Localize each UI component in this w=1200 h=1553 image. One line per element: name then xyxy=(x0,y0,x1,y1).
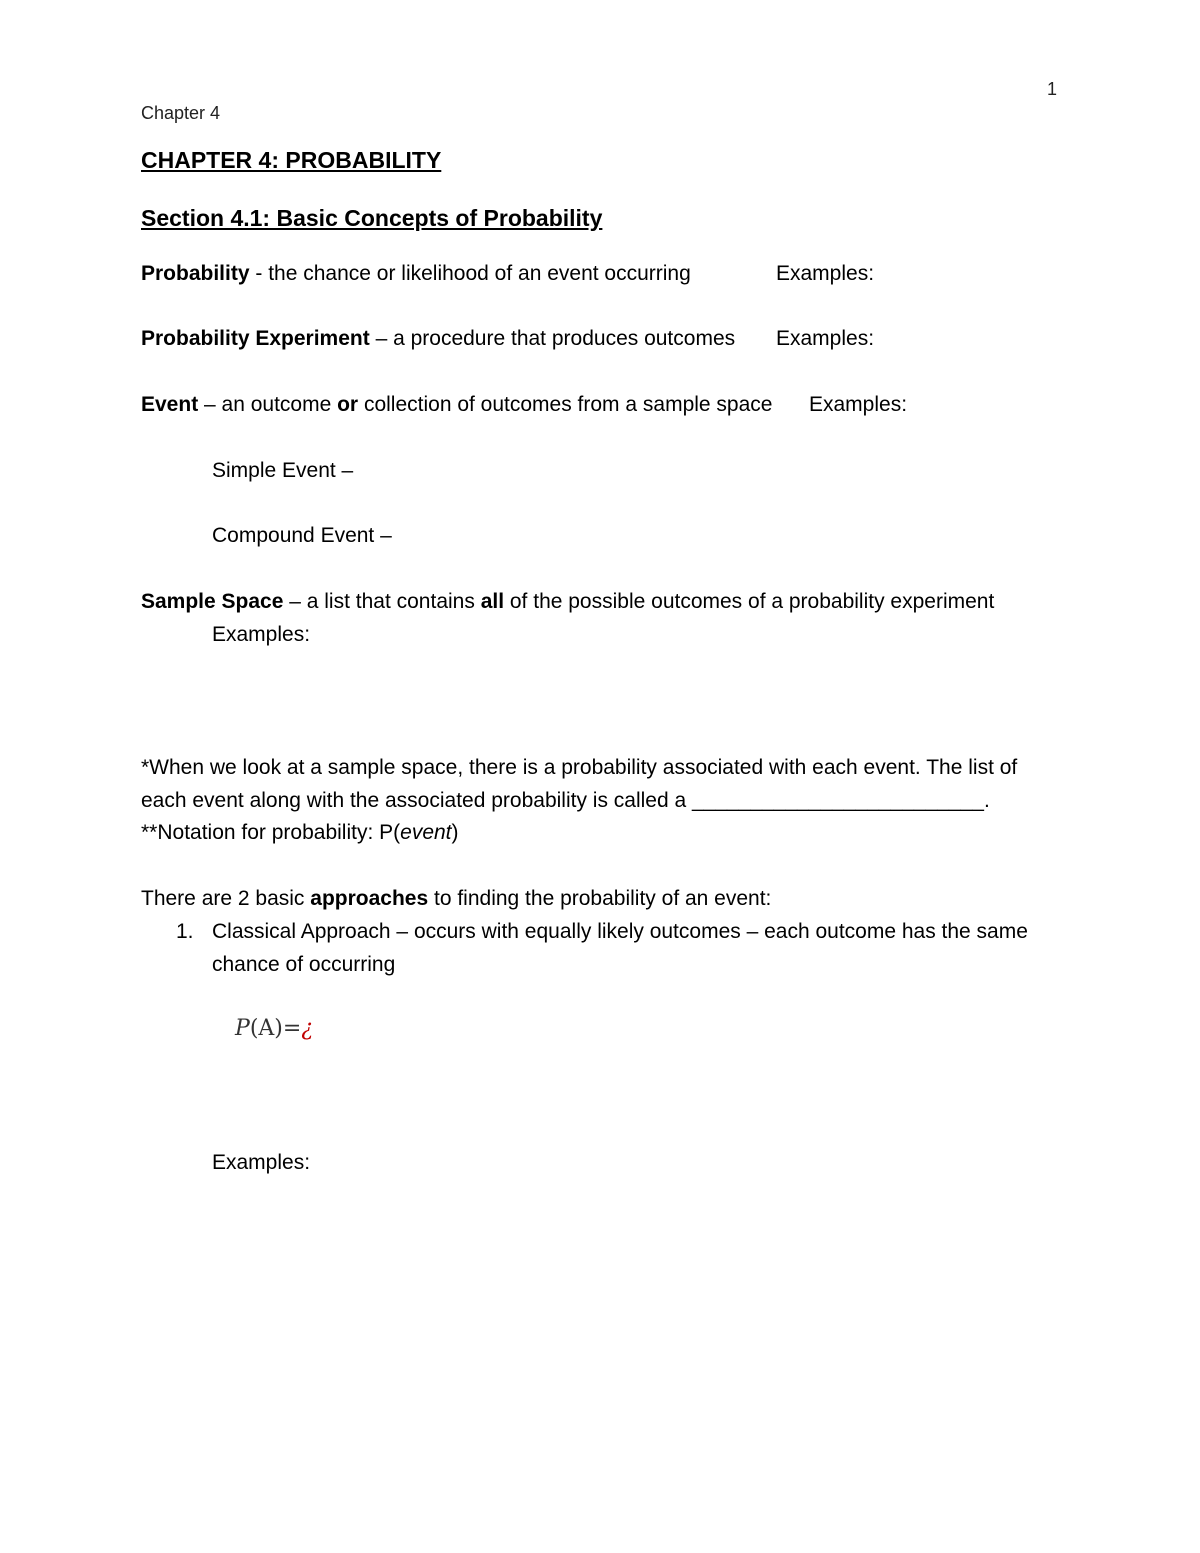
page-number: 1 xyxy=(1047,79,1058,99)
formula-middle: (A)= xyxy=(249,1016,302,1041)
probability-formula xyxy=(235,1016,313,1042)
examples-label: Examples: xyxy=(212,623,311,646)
definition-sample-space xyxy=(141,589,994,615)
definition-text: - the chance or likelihood of an event occurring xyxy=(249,262,691,285)
definition-event xyxy=(141,392,772,418)
note-line-1: *When we look at a sample space, there is a probability associated with each event. The list of xyxy=(141,756,1018,779)
section-heading: Section 4.1: Basic Concepts of Probability xyxy=(141,205,603,231)
compound-event-line: Compound Event – xyxy=(212,524,392,547)
note-line-2: each event along with the associated probability is called a _________________________. xyxy=(141,789,990,812)
formula-placeholder: ¿ xyxy=(301,1016,314,1041)
list-item-line-1: Classical Approach – occurs with equally likely outcomes – each outcome has the same xyxy=(212,920,1028,943)
term-event: Event xyxy=(141,393,199,416)
emphasis-or: or xyxy=(337,393,359,416)
notation-suffix: ) xyxy=(451,821,459,844)
term-sample-space: Sample Space xyxy=(141,590,284,613)
emphasis-all: all xyxy=(480,590,505,613)
approaches-intro xyxy=(141,886,771,912)
term-probability: Probability xyxy=(141,262,250,285)
definition-text: of the possible outcomes of a probability experiment xyxy=(504,590,995,613)
notation-prefix: **Notation for probability: P( xyxy=(141,821,401,844)
definition-text: – a procedure that produces outcomes xyxy=(369,327,736,350)
list-item-line-2: chance of occurring xyxy=(212,953,396,976)
examples-label: Examples: xyxy=(776,327,875,350)
examples-label: Examples: xyxy=(809,393,908,416)
emphasis-approaches: approaches xyxy=(310,887,429,910)
definition-text: – a list that contains xyxy=(283,590,481,613)
notation-line xyxy=(141,820,459,846)
term-experiment: Probability Experiment xyxy=(141,327,370,350)
definition-experiment xyxy=(141,326,735,352)
list-number: 1. xyxy=(176,920,194,943)
examples-label: Examples: xyxy=(776,262,875,285)
intro-text: to finding the probability of an event: xyxy=(428,887,772,910)
chapter-title: CHAPTER 4: PROBABILITY xyxy=(141,147,442,173)
definition-probability xyxy=(141,261,691,287)
notation-variable: event xyxy=(400,821,452,844)
intro-text: There are 2 basic xyxy=(141,887,311,910)
definition-text: – an outcome xyxy=(198,393,338,416)
definition-text: collection of outcomes from a sample space xyxy=(358,393,773,416)
formula-p: P xyxy=(235,1016,250,1041)
running-header: Chapter 4 xyxy=(141,103,221,123)
examples-label: Examples: xyxy=(212,1151,311,1174)
simple-event-line: Simple Event – xyxy=(212,459,354,482)
